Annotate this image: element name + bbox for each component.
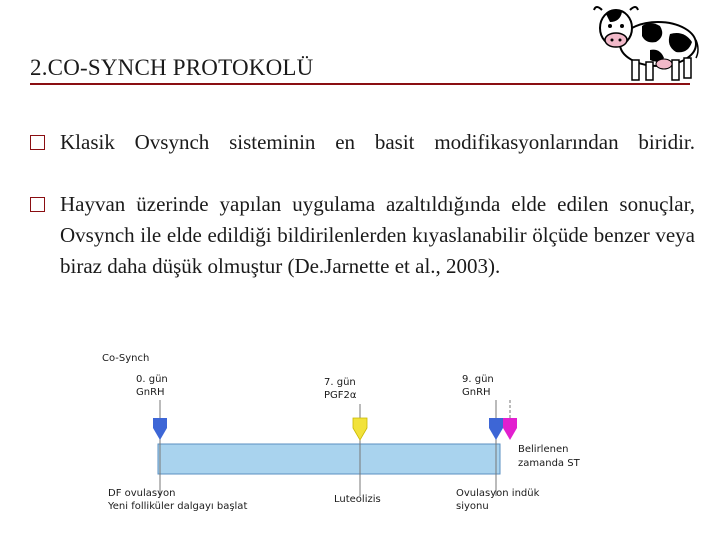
slide-title: 2.CO-SYNCH PROTOKOLÜ [30, 55, 314, 80]
insemination-label-1: Belirlenen [518, 444, 569, 455]
square-bullet-icon [30, 197, 45, 212]
bullet-text-2: Hayvan üzerinde yapılan uygulama azaltıldığında elde edilen sonuçlar, Ovsynch ile elde edildiği bildirilenlerden kıyaslanabilir ölçüde benzer veya biraz daha düşük olmuştur (De.Jarnette et al., 2003). [60, 192, 695, 278]
title-underline [30, 83, 690, 85]
day0-hormone: GnRH [136, 387, 165, 398]
cow-illustration-icon [592, 0, 700, 86]
day9-bottom-1: Ovulasyon indük [456, 488, 540, 499]
day7-bottom-1: Luteolizis [334, 494, 381, 505]
bullet-text-1: Klasik Ovsynch sisteminin en basit modifikasyonlarından biridir. [60, 130, 695, 154]
insemination-label-2: zamanda ST [518, 458, 580, 469]
bullet-item-2 [30, 189, 695, 282]
day7-label: 7. gün [324, 377, 356, 388]
timeline-bar [158, 444, 500, 474]
gnrh-day0-marker [153, 418, 167, 440]
day0-bottom-2: Yeni folliküler dalgayı başlat [108, 501, 248, 512]
pgf-day7-marker [353, 418, 367, 440]
day0-bottom-1: DF ovulasyon [108, 488, 176, 499]
day9-bottom-2: siyonu [456, 501, 489, 512]
day9-label: 9. gün [462, 374, 494, 385]
bullet-list [30, 127, 695, 282]
square-bullet-icon [30, 135, 45, 150]
day7-hormone: PGF2α [324, 390, 357, 401]
diagram-label: Co-Synch [102, 353, 150, 364]
bullet-item-1 [30, 127, 695, 189]
day9-hormone: GnRH [462, 387, 491, 398]
insemination-marker [503, 418, 517, 440]
gnrh-day9-marker [489, 418, 503, 440]
day0-label: 0. gün [136, 374, 168, 385]
co-synch-diagram [100, 348, 580, 518]
